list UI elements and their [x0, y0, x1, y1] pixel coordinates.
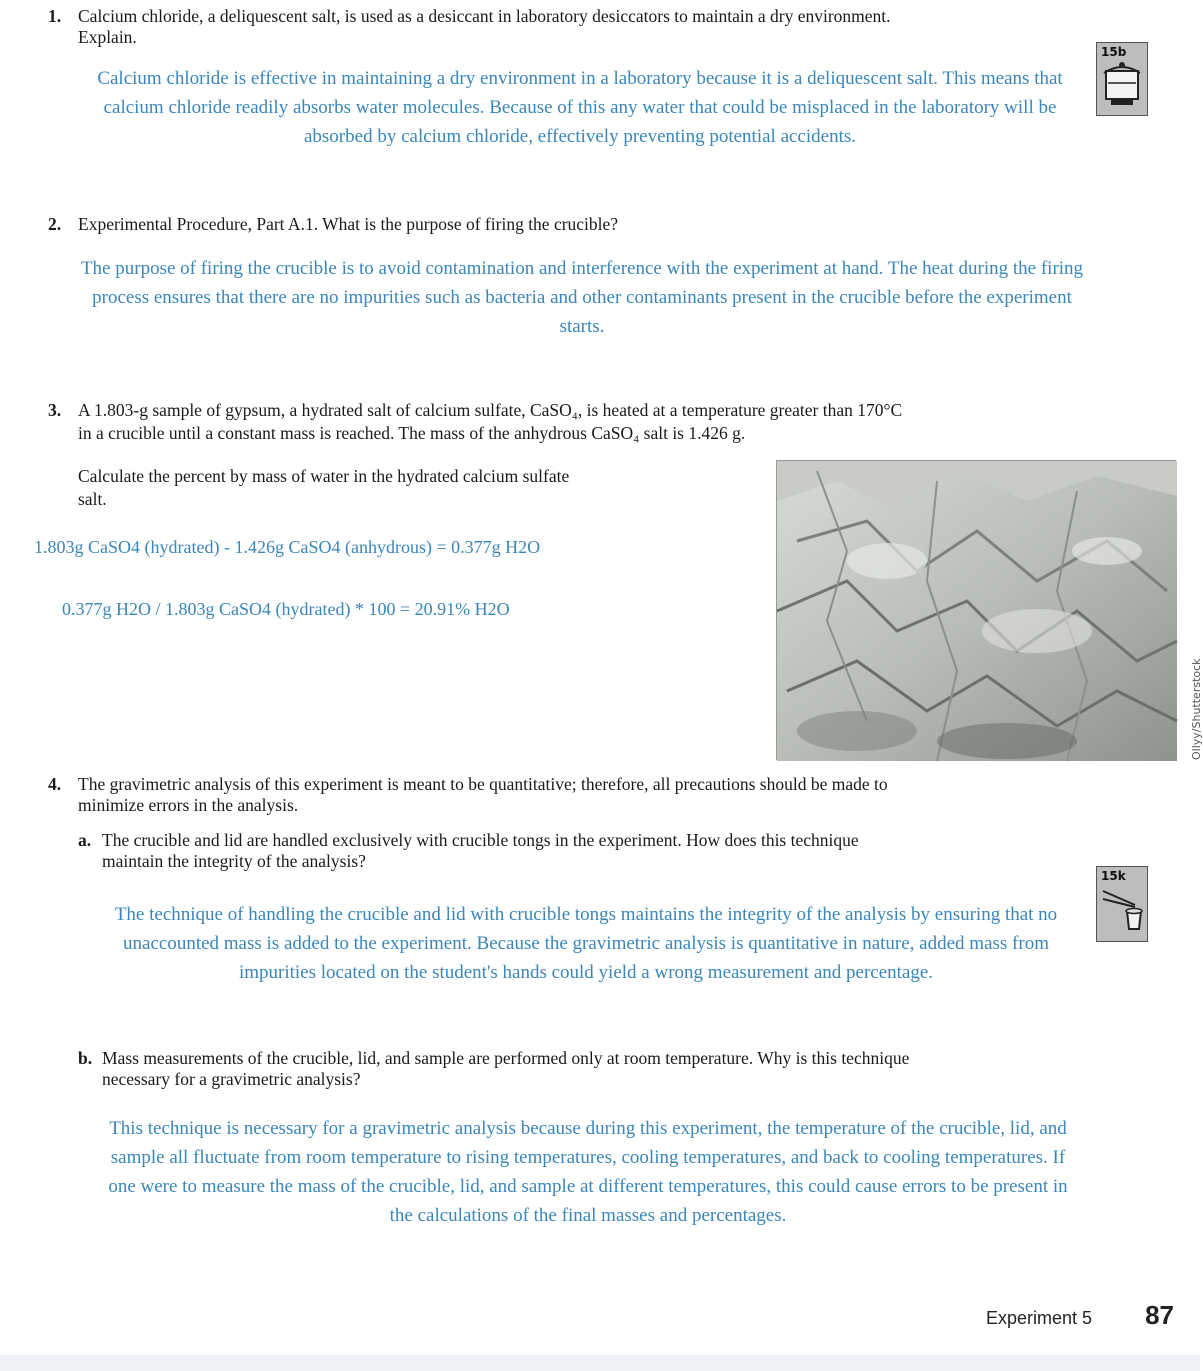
sub-question-text-line-2: maintain the integrity of the analysis?: [102, 851, 366, 871]
page-number: 87: [1145, 1300, 1174, 1330]
answer-2: The purpose of firing the crucible is to avoid contamination and interference with the experiment at hand. The heat during the firing process ensures that there are no impurities such as bacteria and other contaminants present in the crucible before the experiment starts.: [80, 258, 1084, 337]
question-text-line-1: Calcium chloride, a deliquescent salt, is used as a desiccant in laboratory desiccators to maintain a dry environment.: [78, 6, 891, 26]
calculation-line-1: 1.803g CaSO4 (hydrated) - 1.426g CaSO4 (anhydrous) = 0.377g H2O: [34, 537, 541, 557]
footer-experiment-label: Experiment 5: [985, 1308, 1092, 1328]
sub-question-letter: a.: [78, 830, 92, 850]
sub-question-text-line-1: The crucible and lid are handled exclusively with crucible tongs in the experiment. How does this technique: [102, 830, 859, 850]
question-text-line-1: A 1.803-g sample of gypsum, a hydrated salt of calcium sulfate, CaSO₄, is heated at a temperature greater than 170°C: [78, 400, 903, 420]
question-text: Experimental Procedure, Part A.1. What is the purpose of firing the crucible?: [78, 214, 619, 234]
question-text-line-2: Explain.: [78, 27, 137, 47]
sub-question-text-line-1: Mass measurements of the crucible, lid, and sample are performed only at room temperature. Why is this technique: [102, 1048, 910, 1068]
question-text-line-2: in a crucible until a constant mass is reached. The mass of the anhydrous CaSO₄ salt is 1.426 g.: [78, 423, 746, 443]
crucible-tongs-icon: [1101, 885, 1145, 939]
desiccator-icon: [1101, 61, 1143, 113]
sub-question-text-line-2: necessary for a gravimetric analysis?: [102, 1069, 361, 1089]
question-text-line-1: The gravimetric analysis of this experiment is meant to be quantitative; therefore, all precautions should be made to: [78, 774, 888, 794]
gypsum-rock-photo: [776, 460, 1176, 760]
question-number: 1.: [48, 6, 62, 26]
answer-4b: This technique is necessary for a gravimetric analysis because during this experiment, the temperature of the crucible, lid, and sample all fluctuate from room temperature to rising temperatures, cooling temperatures, and back to cooling temperatures. If one were to measure the mass of the crucible, lid, and sample at different temperatures, this could cause errors to be present in the calculations of the final masses and percentages.: [108, 1118, 1068, 1226]
question-number: 3.: [48, 400, 62, 420]
answer-1: Calcium chloride is effective in maintaining a dry environment in a laboratory because it is a deliquescent salt. This means that calcium chloride readily absorbs water molecules. Because of this any water that could be misplaced in the laboratory will be absorbed by calcium chloride, effectively preventing potential accidents.: [97, 68, 1063, 147]
icon-label: 15k: [1101, 869, 1126, 883]
question-text-line-2: minimize errors in the analysis.: [78, 795, 299, 815]
photo-credit: Ollyy/Shutterstock: [1190, 658, 1203, 760]
question-number: 2.: [48, 214, 62, 234]
question-number: 4.: [48, 774, 62, 794]
crucible-tongs-icon-box: [1096, 866, 1148, 942]
sub-question-letter: b.: [78, 1048, 93, 1068]
desiccator-icon-box: [1096, 42, 1148, 116]
answer-4a: The technique of handling the crucible and lid with crucible tongs maintains the integrity of the analysis by ensuring that no unaccounted mass is added to the experiment. Because the gravimetric analysis is quantitative in nature, added mass from impurities located on the student's hands could yield a wrong measurement and percentage.: [114, 904, 1058, 983]
icon-label: 15b: [1101, 45, 1127, 59]
prompt-line-1: Calculate the percent by mass of water in the hydrated calcium sulfate: [78, 466, 570, 486]
bottom-band: [0, 1355, 1200, 1371]
prompt-line-2: salt.: [78, 489, 107, 509]
calculation-line-2: 0.377g H2O / 1.803g CaSO4 (hydrated) * 100 = 20.91% H2O: [62, 599, 510, 619]
